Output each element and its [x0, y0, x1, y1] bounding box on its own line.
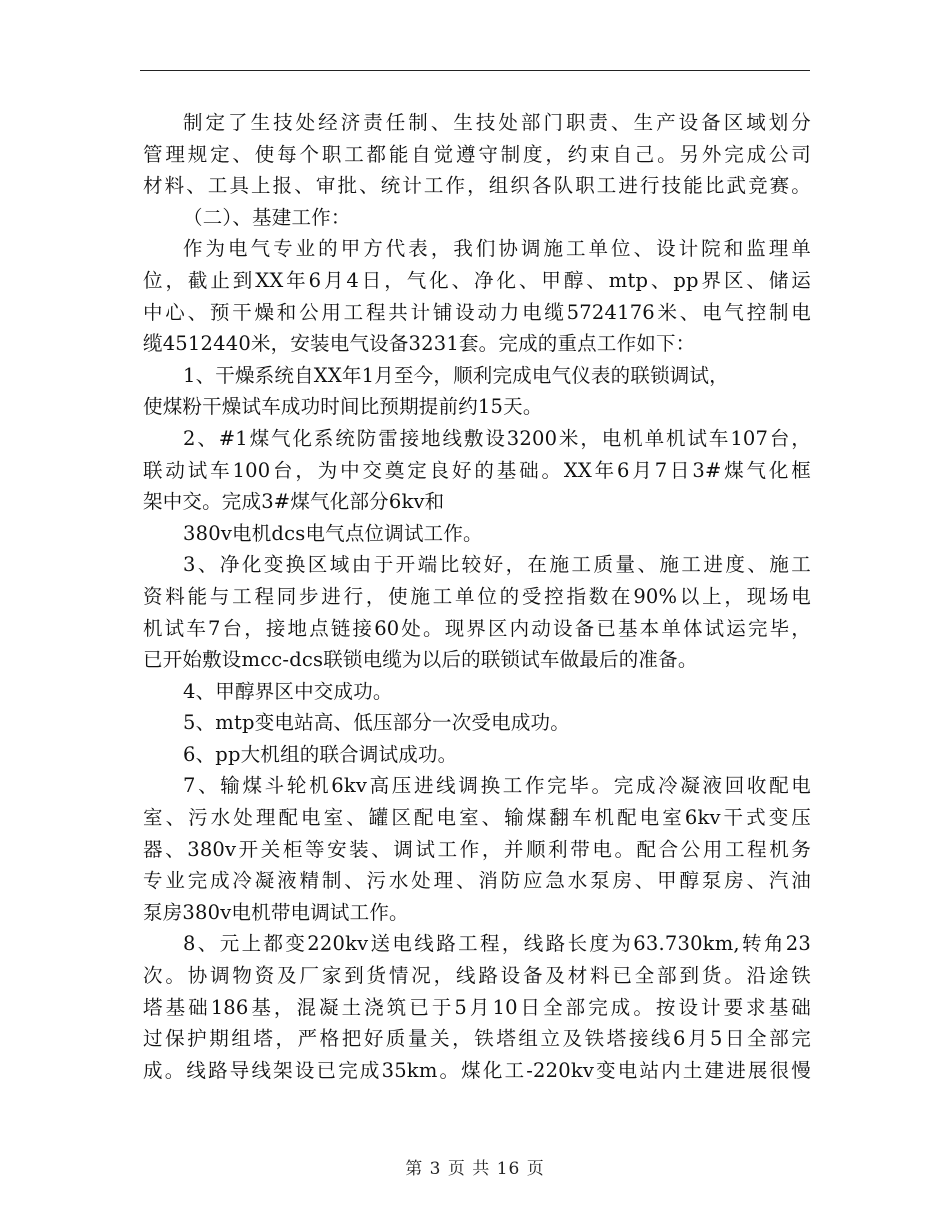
- list-item: 6、pp大机组的联合调试成功。: [183, 742, 458, 766]
- text-line: 器、380v开关柜等安装、调试工作，并顺利带电。配合公用工程机务: [143, 837, 811, 861]
- text-line: 资料能与工程同步进行，使施工单位的受控指数在90%以上，现场电: [143, 584, 811, 608]
- text-line: 中心、预干燥和公用工程共计铺设动力电缆5724176米、电气控制电: [143, 300, 811, 324]
- text-line: 已开始敷设mcc-dcs联锁电缆为以后的联锁试车做最后的准备。: [143, 648, 698, 672]
- text-line: 塔基础186基，混凝土浇筑已于5月10日全部完成。按设计要求基础: [143, 995, 811, 1019]
- text-line: 次。协调物资及厂家到货情况，线路设备及材料已全部到货。沿途铁: [143, 964, 811, 988]
- text-line: 制定了生技处经济责任制、生技处部门职责、生产设备区域划分: [183, 111, 811, 134]
- list-item: 8、元上都变220kv送电线路工程，线路长度为63.730km,转角23: [183, 932, 811, 956]
- text-line: 联动试车100台，为中交奠定良好的基础。XX年6月7日3#煤气化框: [143, 458, 811, 482]
- text-line: 位，截止到XX年6月4日，气化、净化、甲醇、mtp、pp界区、储运: [143, 268, 811, 292]
- list-item: 5、mtp变电站高、低压部分一次受电成功。: [183, 711, 570, 735]
- section-heading: （二）、基建工作：: [183, 205, 351, 229]
- text-line: 缆4512440米，安装电气设备3231套。完成的重点工作如下：: [143, 332, 696, 356]
- text-line: 专业完成冷凝液精制、污水处理、消防应急水泵房、甲醇泵房、汽油: [143, 869, 811, 893]
- list-item: 7、输煤斗轮机6kv高压进线调换工作完毕。完成冷凝液回收配电: [183, 774, 811, 798]
- text-line: 泵房380v电机带电调试工作。: [143, 900, 409, 924]
- text-line: 380v电机dcs电气点位调试工作。: [183, 521, 483, 545]
- text-line: 过保护期组塔，严格把好质量关，铁塔组立及铁塔接线6月5日全部完: [143, 1027, 811, 1051]
- text-line: 架中交。完成3#煤气化部分6kv和: [143, 490, 445, 514]
- list-item: 4、甲醇界区中交成功。: [183, 679, 393, 703]
- text-line: 使煤粉干燥试车成功时间比预期提前约15天。: [143, 395, 543, 419]
- text-line: 室、污水处理配电室、罐区配电室、输煤翻车机配电室6kv干式变压: [143, 806, 811, 830]
- text-line: 成。线路导线架设已完成35km。煤化工-220kv变电站内土建进展很慢: [143, 1058, 811, 1082]
- header-rule: [140, 70, 810, 71]
- text-line: 作为电气专业的甲方代表，我们协调施工单位、设计院和监理单: [183, 237, 811, 261]
- list-item: 3、净化变换区域由于开端比较好，在施工质量、施工进度、施工: [183, 553, 811, 577]
- text-line: 管理规定、使每个职工都能自觉遵守制度，约束自己。另外完成公司: [143, 142, 811, 166]
- text-line: 材料、工具上报、审批、统计工作，组织各队职工进行技能比武竞赛。: [143, 174, 811, 198]
- list-item: 1、干燥系统自XX年1月至今，顺利完成电气仪表的联锁调试，: [183, 363, 729, 387]
- page-number: 第 3 页 共 16 页: [405, 1159, 545, 1179]
- list-item: 2、#1煤气化系统防雷接地线敷设3200米，电机单机试车107台，: [183, 426, 811, 450]
- text-line: 机试车7台，接地点链接60处。现界区内动设备已基本单体试运完毕，: [143, 616, 811, 640]
- document-body: [143, 107, 811, 1086]
